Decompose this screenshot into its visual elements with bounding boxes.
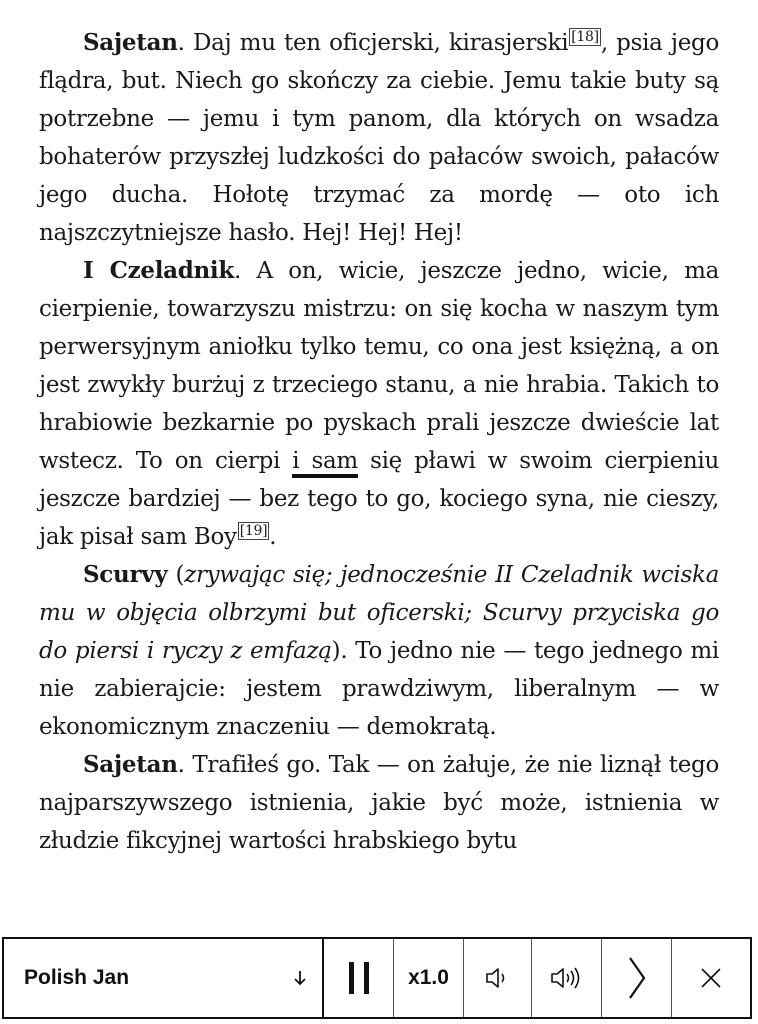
speaker-name: Sajetan [83, 29, 178, 56]
voice-selector[interactable] [4, 939, 324, 1017]
volume-up-icon [549, 965, 585, 991]
speed-label: x1.0 [408, 966, 449, 989]
book-text [39, 24, 719, 860]
arrow-down-icon [292, 968, 308, 988]
tts-current-word-highlight: i sam [292, 448, 358, 478]
voice-label: Polish Jan [24, 966, 130, 989]
speed-button[interactable] [394, 939, 464, 1017]
volume-down-button[interactable] [464, 939, 532, 1017]
speaker-name: Sajetan [83, 751, 178, 778]
next-button[interactable] [602, 939, 672, 1017]
volume-down-icon [484, 966, 512, 990]
dialogue-text: . A on, wicie, jeszcze jedno, wicie, ma cierpienie, towarzyszu mistrzu: on się kocha w naszym tym perwersyjnym aniołku tylko temu, co ona jest księżną, a on jest zwykły burżuj z trzeciego stanu, a nie hrabia. Takich to hrabiowie bezkarnie po pyskach prali jeszcze dwieście lat wstecz. To on cierpi [39, 258, 719, 474]
close-button[interactable] [672, 939, 750, 1017]
pause-icon [346, 960, 372, 996]
speaker-name: I Czeladnik [83, 257, 235, 284]
close-icon [699, 966, 723, 990]
stage-paren: ( [167, 562, 185, 588]
footnote-link-18[interactable]: [18] [571, 29, 599, 46]
paragraph-3 [39, 556, 719, 746]
dialogue-text: się pławi w swoim cierpieniu jeszcze bardziej — bez tego to go, kociego syna, nie cieszy, jak pisał sam Boy [39, 448, 719, 550]
paragraph-4 [39, 746, 719, 860]
chevron-right-icon [626, 956, 648, 1000]
dialogue-text: , psia jego flądra, but. Niech go skończy za ciebie. Jemu takie buty są potrzebne — jemu i tym panom, dla których on wsadza bohaterów przyszłej ludzkości do pałaców swoich, pałaców jego ducha. Hołotę trzymać za mordę — oto ich najszczytniejsze hasło. Hej! Hej! Hej! [39, 30, 719, 246]
dialogue-text: . [269, 524, 277, 550]
paragraph-2 [39, 252, 719, 556]
pause-button[interactable] [324, 939, 394, 1017]
tts-toolbar [2, 937, 752, 1019]
speaker-name: Scurvy [83, 561, 168, 588]
volume-up-button[interactable] [532, 939, 602, 1017]
dialogue-text: . Daj mu ten oficjerski, kirasjerski [177, 30, 569, 56]
paragraph-1 [39, 24, 719, 252]
dialogue-text: . Trafiłeś go. Tak — on żałuje, że nie liznął tego najparszywszego istnienia, jakie być może, istnienia w złudzie fikcyjnej wartości hrabskiego bytu [39, 752, 719, 854]
dialogue-text: ). To jedno nie — tego jednego mi nie zabierajcie: jestem prawdziwym, liberalnym — w ekonomicznym znaczeniu — demokratą. [39, 638, 719, 740]
stage-direction: zrywając się; jednocześnie II Czeladnik wciska mu w objęcia olbrzymi but oficerski; Scurvy przyciska go do piersi i ryczy z emfazą [39, 562, 719, 664]
footnote-link-19[interactable]: [19] [239, 523, 268, 540]
